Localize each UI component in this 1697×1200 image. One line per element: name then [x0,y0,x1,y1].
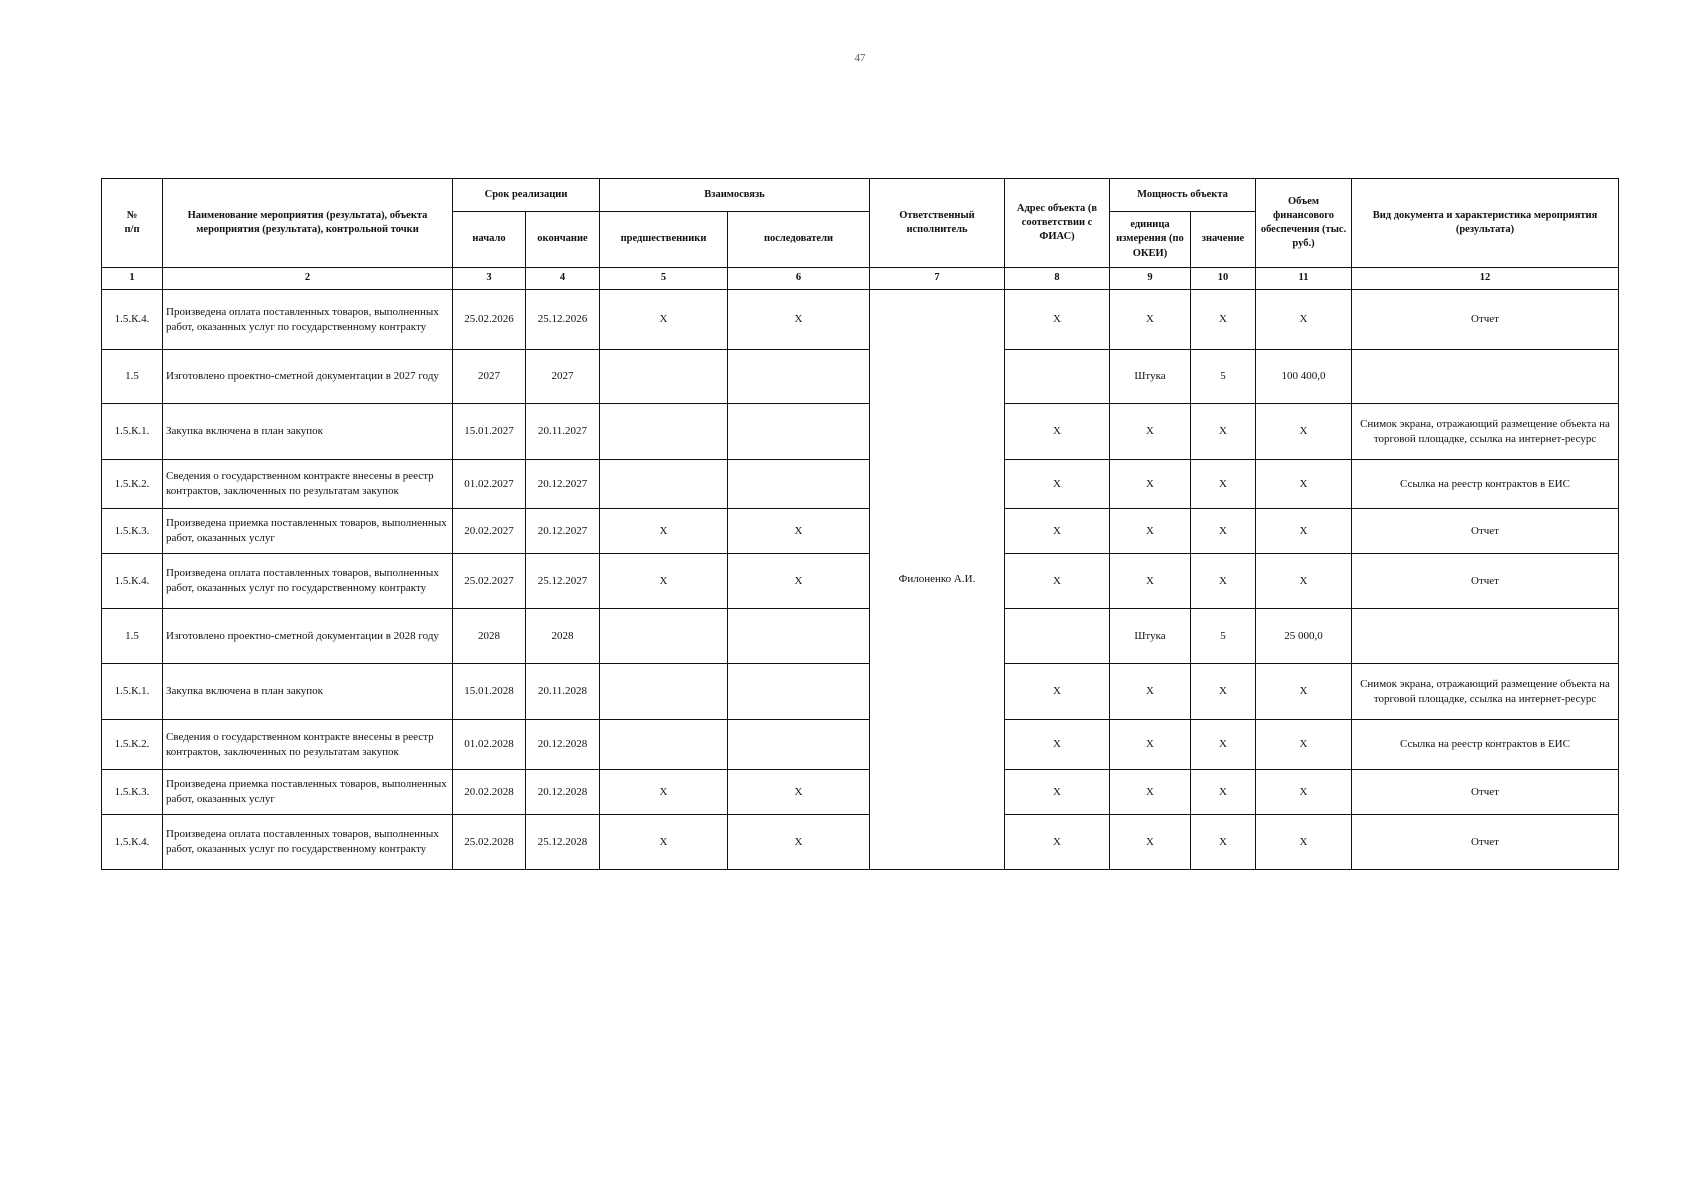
cell-unit: Штука [1110,609,1191,664]
cell-unit: X [1110,664,1191,720]
cell-predecessors [600,664,728,720]
cell-financing: 25 000,0 [1256,609,1352,664]
cell-unit: X [1110,404,1191,460]
cell-predecessors: X [600,290,728,350]
cell-doc-type: Снимок экрана, отражающий размещение объекта на торговой площадке, ссылка на интернет-ресурс [1352,664,1619,720]
cell-financing: X [1256,460,1352,509]
cell-doc-type: Отчет [1352,290,1619,350]
table-row [102,609,1619,664]
col-doc-header: Вид документа и характеристика мероприятия (результата) [1352,179,1619,268]
cell-end: 20.12.2027 [526,509,600,554]
cell-end: 20.11.2027 [526,404,600,460]
cell-successors: X [728,509,870,554]
cell-num: 1.5.К.4. [102,554,163,609]
cell-end: 25.12.2027 [526,554,600,609]
cell-successors [728,460,870,509]
cell-num: 1.5.К.4. [102,815,163,870]
cell-financing: X [1256,509,1352,554]
col-start-header: начало [453,212,526,268]
cell-value: X [1191,460,1256,509]
cell-num: 1.5 [102,350,163,404]
cell-start: 25.02.2028 [453,815,526,870]
cell-end: 2027 [526,350,600,404]
cell-name: Произведена оплата поставленных товаров, выполненных работ, оказанных услуг по государственному контракту [163,815,453,870]
cell-address: X [1005,770,1110,815]
cell-unit: X [1110,720,1191,770]
cell-value: X [1191,554,1256,609]
cell-start: 2028 [453,609,526,664]
cell-predecessors: X [600,554,728,609]
col-financing-header: Объем финансового обеспечения (тыс. руб.) [1256,179,1352,268]
cell-doc-type: Снимок экрана, отражающий размещение объекта на торговой площадке, ссылка на интернет-ресурс [1352,404,1619,460]
col-succ-header: последователи [728,212,870,268]
cell-predecessors [600,404,728,460]
cell-value: X [1191,664,1256,720]
col-number: 4 [526,268,600,290]
cell-unit: X [1110,509,1191,554]
cell-predecessors: X [600,509,728,554]
cell-unit: X [1110,815,1191,870]
col-number: 7 [870,268,1005,290]
table-row [102,404,1619,460]
col-pred-header: предшественники [600,212,728,268]
table-row [102,554,1619,609]
col-num-header: № п/п [102,179,163,268]
table-row [102,290,1619,350]
table-row [102,350,1619,404]
cell-address: X [1005,554,1110,609]
cell-end: 20.12.2027 [526,460,600,509]
col-capacity-header: Мощность объекта [1110,179,1256,212]
cell-end: 20.11.2028 [526,664,600,720]
cell-successors [728,404,870,460]
cell-predecessors [600,720,728,770]
cell-predecessors [600,609,728,664]
cell-predecessors [600,350,728,404]
cell-name: Произведена приемка поставленных товаров, выполненных работ, оказанных услуг [163,770,453,815]
col-unit-header: единица измерения (по ОКЕИ) [1110,212,1191,268]
cell-doc-type: Отчет [1352,509,1619,554]
table-row [102,460,1619,509]
table-row [102,509,1619,554]
cell-unit: X [1110,770,1191,815]
cell-value: 5 [1191,609,1256,664]
col-number: 1 [102,268,163,290]
cell-num: 1.5.К.2. [102,460,163,509]
cell-name: Сведения о государственном контракте внесены в реестр контрактов, заключенных по результатам закупок [163,460,453,509]
cell-unit: Штука [1110,350,1191,404]
col-number: 11 [1256,268,1352,290]
cell-financing: X [1256,664,1352,720]
cell-address: X [1005,509,1110,554]
cell-address: X [1005,290,1110,350]
cell-financing: X [1256,554,1352,609]
cell-executor: Филоненко А.И. [870,290,1005,870]
cell-financing: X [1256,404,1352,460]
table-body [102,290,1619,870]
cell-doc-type: Ссылка на реестр контрактов в ЕИС [1352,460,1619,509]
col-name-header: Наименование мероприятия (результата), объекта мероприятия (результата), контрольной точки [163,179,453,268]
cell-start: 20.02.2027 [453,509,526,554]
cell-doc-type: Отчет [1352,554,1619,609]
cell-doc-type: Ссылка на реестр контрактов в ЕИС [1352,720,1619,770]
cell-doc-type: Отчет [1352,815,1619,870]
table-row [102,770,1619,815]
cell-start: 20.02.2028 [453,770,526,815]
cell-start: 15.01.2028 [453,664,526,720]
plan-table [101,178,1619,870]
cell-doc-type [1352,350,1619,404]
cell-address: X [1005,815,1110,870]
cell-value: X [1191,290,1256,350]
cell-address: X [1005,720,1110,770]
cell-address: X [1005,664,1110,720]
table-header [102,179,1619,290]
cell-successors [728,609,870,664]
cell-num: 1.5.К.4. [102,290,163,350]
cell-doc-type: Отчет [1352,770,1619,815]
cell-unit: X [1110,554,1191,609]
cell-name: Произведена приемка поставленных товаров, выполненных работ, оказанных услуг [163,509,453,554]
cell-address: X [1005,460,1110,509]
table-row [102,815,1619,870]
cell-address [1005,350,1110,404]
cell-end: 20.12.2028 [526,770,600,815]
col-relation-header: Взаимосвязь [600,179,870,212]
cell-name: Произведена оплата поставленных товаров, выполненных работ, оказанных услуг по государственному контракту [163,554,453,609]
cell-successors: X [728,290,870,350]
cell-end: 20.12.2028 [526,720,600,770]
col-number: 3 [453,268,526,290]
cell-value: 5 [1191,350,1256,404]
cell-successors [728,350,870,404]
cell-value: X [1191,770,1256,815]
cell-address [1005,609,1110,664]
cell-successors [728,720,870,770]
cell-financing: X [1256,770,1352,815]
cell-successors: X [728,815,870,870]
cell-value: X [1191,509,1256,554]
cell-start: 01.02.2027 [453,460,526,509]
cell-name: Закупка включена в план закупок [163,664,453,720]
column-numbers-row [102,268,1619,290]
cell-name: Сведения о государственном контракте внесены в реестр контрактов, заключенных по результатам закупок [163,720,453,770]
cell-num: 1.5.К.1. [102,664,163,720]
col-number: 12 [1352,268,1619,290]
cell-predecessors [600,460,728,509]
cell-num: 1.5.К.2. [102,720,163,770]
col-end-header: окончание [526,212,600,268]
cell-value: X [1191,720,1256,770]
cell-start: 2027 [453,350,526,404]
col-number: 5 [600,268,728,290]
cell-name: Изготовлено проектно-сметной документации в 2028 году [163,609,453,664]
cell-successors [728,664,870,720]
cell-start: 25.02.2027 [453,554,526,609]
cell-unit: X [1110,290,1191,350]
cell-num: 1.5.К.3. [102,770,163,815]
cell-num: 1.5.К.1. [102,404,163,460]
cell-start: 25.02.2026 [453,290,526,350]
col-number: 2 [163,268,453,290]
cell-num: 1.5.К.3. [102,509,163,554]
table-row [102,664,1619,720]
cell-doc-type [1352,609,1619,664]
col-value-header: значение [1191,212,1256,268]
col-period-header: Срок реализации [453,179,600,212]
cell-end: 25.12.2028 [526,815,600,870]
cell-name: Закупка включена в план закупок [163,404,453,460]
table-row [102,720,1619,770]
col-number: 9 [1110,268,1191,290]
cell-value: X [1191,815,1256,870]
cell-successors: X [728,770,870,815]
col-number: 8 [1005,268,1110,290]
cell-financing: X [1256,815,1352,870]
cell-num: 1.5 [102,609,163,664]
cell-financing: X [1256,290,1352,350]
col-executor-header: Ответственный исполнитель [870,179,1005,268]
col-number: 10 [1191,268,1256,290]
col-address-header: Адрес объекта (в соответствии с ФИАС) [1005,179,1110,268]
cell-predecessors: X [600,815,728,870]
cell-address: X [1005,404,1110,460]
cell-financing: X [1256,720,1352,770]
cell-end: 25.12.2026 [526,290,600,350]
col-number: 6 [728,268,870,290]
cell-financing: 100 400,0 [1256,350,1352,404]
cell-predecessors: X [600,770,728,815]
cell-end: 2028 [526,609,600,664]
cell-successors: X [728,554,870,609]
cell-start: 15.01.2027 [453,404,526,460]
cell-value: X [1191,404,1256,460]
page-number: 47 [854,52,866,64]
cell-unit: X [1110,460,1191,509]
cell-start: 01.02.2028 [453,720,526,770]
cell-name: Изготовлено проектно-сметной документации в 2027 году [163,350,453,404]
cell-name: Произведена оплата поставленных товаров, выполненных работ, оказанных услуг по государственному контракту [163,290,453,350]
